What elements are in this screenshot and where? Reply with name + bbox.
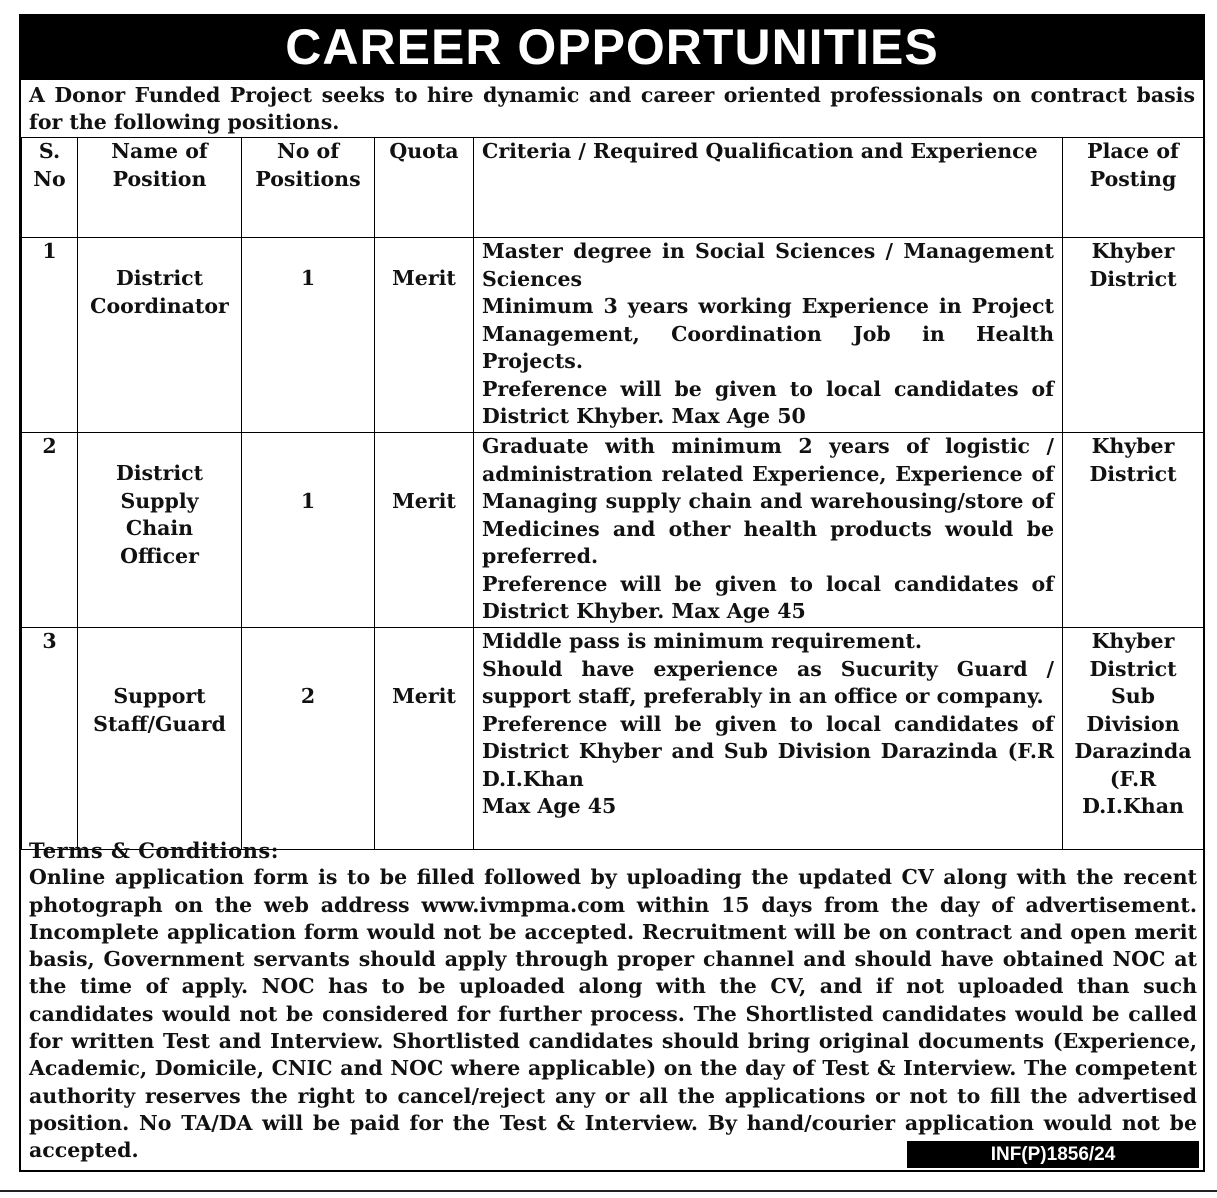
criteria-line: Max Age 45 [482, 794, 617, 818]
table-header-row [22, 138, 1204, 238]
header-quota: Quota [375, 138, 474, 238]
row-posting: Khyber District [1063, 433, 1204, 628]
row-posting: Khyber District [1063, 238, 1204, 433]
row-count: 1 [242, 433, 375, 628]
criteria-line: Preference will be given to local candidates of District Khyber. Max Age 45 [482, 571, 1054, 623]
row-quota: Merit [375, 238, 474, 433]
table-row [22, 628, 1204, 850]
positions-table [21, 137, 1204, 850]
row-quota: Merit [375, 433, 474, 628]
row-position: Support Staff/Guard [78, 628, 242, 850]
row-position: District Supply Chain Officer [78, 433, 242, 628]
row-count: 2 [242, 628, 375, 850]
header-posting: Place of Posting [1063, 138, 1204, 238]
row-posting: Khyber District Sub Division Darazinda (F.R D.I.Khan [1063, 628, 1204, 850]
criteria-line: Graduate with minimum 2 years of logistic / administration related Experience, Experience of Managing supply chain and warehousing/store of Medicines and other health products would be preferred. [482, 434, 1054, 568]
row-criteria [474, 238, 1063, 433]
criteria-line: Minimum 3 years working Experience in Project Management, Coordination Job in Health Projects. [482, 294, 1054, 373]
row-criteria [474, 433, 1063, 628]
bottom-divider [0, 1190, 1217, 1192]
terms-title: Terms & Conditions: [29, 838, 279, 863]
intro-text: A Donor Funded Project seeks to hire dynamic and career oriented professionals on contract basis for the following positions. [29, 83, 1195, 134]
row-sno: 1 [22, 238, 78, 433]
criteria-line: Master degree in Social Sciences / Management Sciences [482, 239, 1054, 291]
criteria-line: Should have experience as Sucurity Guard / support staff, preferably in an office or company. [482, 656, 1054, 708]
header-criteria: Criteria / Required Qualification and Experience [474, 138, 1063, 238]
criteria-line: Middle pass is minimum requirement. [482, 629, 922, 653]
header-count: No of Positions [242, 138, 375, 238]
table-row [22, 238, 1204, 433]
row-sno: 2 [22, 433, 78, 628]
page-title: CAREER OPPORTUNITIES [21, 16, 1203, 80]
advertisement-page [19, 14, 1205, 1172]
terms-body: Online application form is to be filled followed by uploading the updated CV along with the recent photograph on the web address www.ivmpma.com within 15 days from the day of advertisement. Incomplete application form would not be accepted. Recruitment will be on contract and open merit basis, Government servants should apply through proper channel and should have obtained NOC at the time of apply. NOC has to be uploaded along with the CV, and if not uploaded than such candidates would not be considered for further process. The Shortlisted candidates would be called for written Test and Interview. Shortlisted candidates should bring original documents (Experience, Academic, Domicile, CNIC and NOC where applicable) on the day of Test & Interview. The competent authority reserves the right to cancel/reject any or all the applications or not to fill the advertised position. No TA/DA will be paid for the Test & Interview. By hand/courier application would not be accepted. [29, 865, 1197, 1163]
criteria-line: Preference will be given to local candidates of District Khyber and Sub Division Darazinda (F.R D.I.Khan [482, 711, 1054, 791]
terms-section [29, 837, 1197, 1165]
row-position: District Coordinator [78, 238, 242, 433]
header-position: Name of Position [78, 138, 242, 238]
row-sno: 3 [22, 628, 78, 850]
table-row [22, 433, 1204, 628]
reference-number: INF(P)1856/24 [907, 1141, 1199, 1168]
row-count: 1 [242, 238, 375, 433]
row-criteria [474, 628, 1063, 850]
header-sno: S. No [22, 138, 78, 238]
criteria-line: Preference will be given to local candidates of District Khyber. Max Age 50 [482, 376, 1054, 428]
row-quota: Merit [375, 628, 474, 850]
